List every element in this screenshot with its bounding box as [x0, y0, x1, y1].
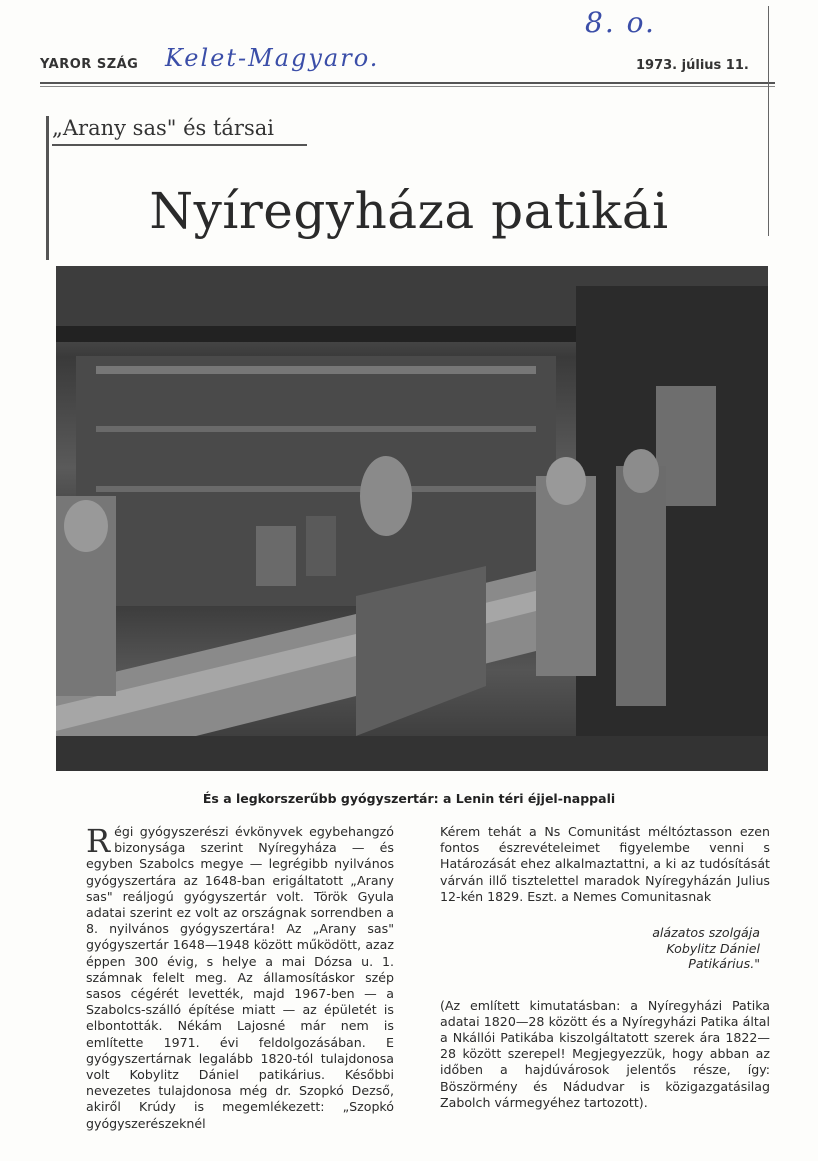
handwritten-page-number: 8. o.	[585, 6, 656, 39]
handwritten-source-note: Kelet-Magyaro.	[165, 44, 380, 72]
header-rule	[40, 82, 775, 84]
pharmacy-photo	[56, 266, 768, 771]
signature-line-1: alázatos szolgája	[652, 925, 760, 941]
kicker-title: „Arany sas" és társai	[52, 116, 307, 146]
article-column-right	[440, 824, 770, 1111]
left-text: égi gyógyszerészi évkönyvek egybehangzó bizonysága szerint Nyíregyháza — és egyben Szabolcs megye — legrégibb nyilvános gyógyszertára az 1648-ban erigáltatott „Arany sas" reáljogú gyógyszertár volt. Török Gyula adatai szerint ez volt az országnak sorrendben a 8. nyilvános gyógyszertára! Az „Arany sas" gyógyszertár 1648—1948 között működött, azaz éppen 300 évig, s helye a mai Dózsa u. 1. számnak felelt meg. Az államosításkor szép sasos cégérét levették, majd 1967-ben — a Szabolcs-szálló építése miatt — az épületét is elbontották. Nékám Lajosné már nem is említette 1971. évi feldolgozásában. E gyógyszertárnak legalább 1820-tól tulajdonosa volt Kobylitz Dániel patikárius. Későbbi nevezetes tulajdonosa még dr. Szopkó Dezső, akiről Krúdy is megemlékezett: „Szopkó gyógyszerészeknél	[86, 824, 394, 1131]
drop-cap: R	[86, 822, 111, 860]
article-column-left	[86, 824, 394, 1132]
masthead: YAROR SZÁG	[40, 57, 139, 72]
photo-caption: És a legkorszerűbb gyógyszertár: a Lenin téri éjjel-nappali	[202, 791, 616, 806]
right-paragraph-2: (Az említett kimutatásban: a Nyíregyházi Patika adatai 1820—28 között és a Nyíregyházi Patika által a Nkállói Patikába kiszolgáltatott szerek ára 1822—28 között szerepel! Megjegyezzük, hogy abban az időben a hajdúvárosok jelentős része, így: Böszörmény és Nádudvar is közigazgatásilag Zabolch vármegyéhez tartozott).	[440, 997, 770, 1110]
left-paragraph	[86, 824, 394, 1132]
headline: Nyíregyháza patikái	[149, 182, 669, 240]
header-rule-thin	[40, 86, 775, 87]
right-paragraph-1: Kérem tehát a Ns Comunitást méltóztasson ezen fontos észrevételeimet figyelembe venni s Határozását ehez alkalmaztattni, a ki az tudósítását várván illő tisztelettel maradok Nyíregyházán Julius 12-kén 1829. Eszt. a Nemes Comunitasnak	[440, 824, 770, 904]
letter-signature	[440, 925, 770, 972]
issue-date: 1973. július 11.	[636, 58, 749, 73]
signature-line-2: Kobylitz Dániel	[666, 940, 760, 956]
photo-illustration	[56, 266, 768, 771]
signature-line-3: Patikárius."	[688, 956, 760, 972]
